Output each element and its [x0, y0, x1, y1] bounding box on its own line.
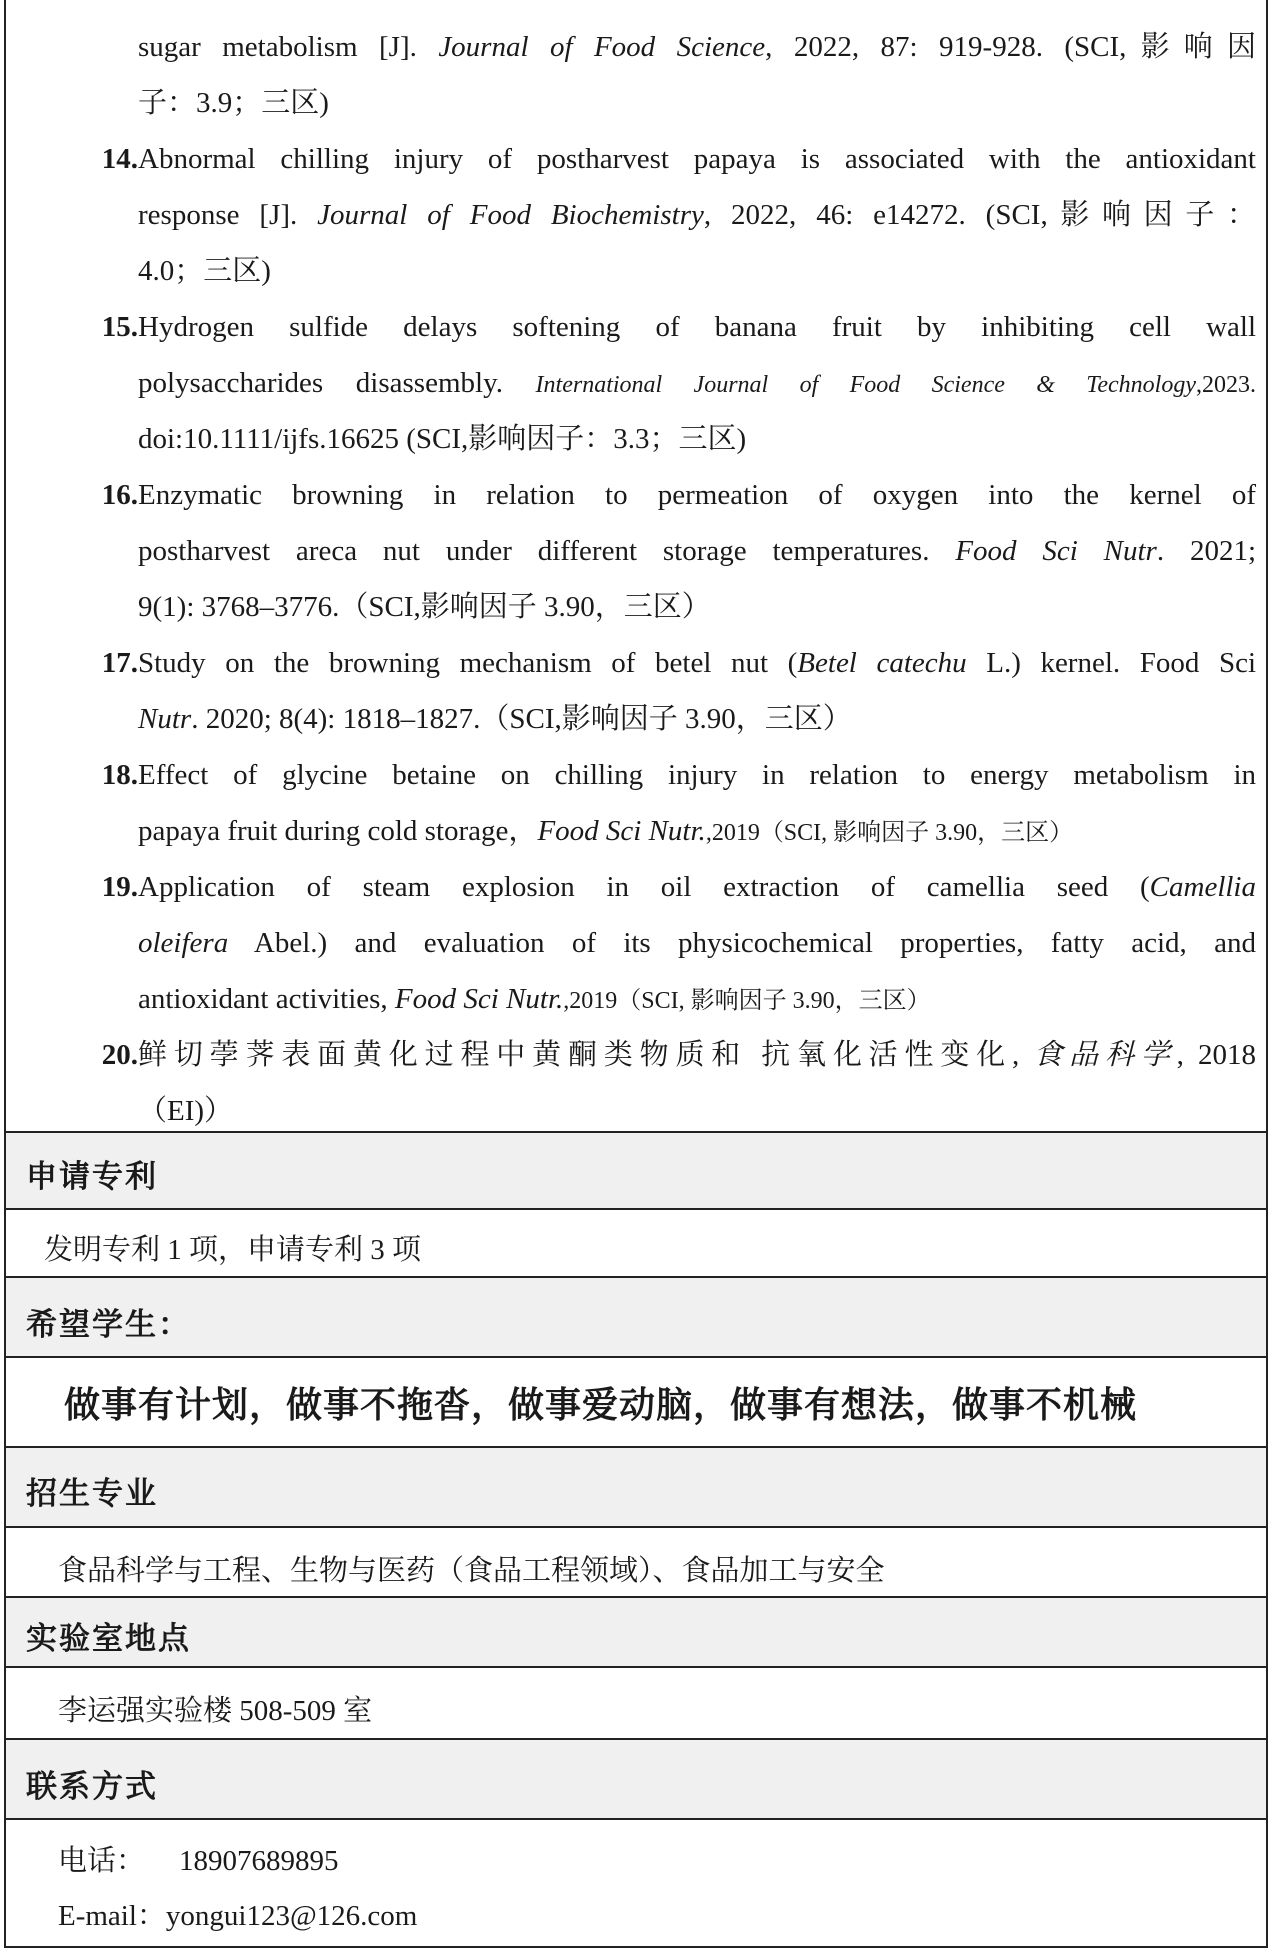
- publication-number: 20.: [101, 1039, 138, 1071]
- publication-line: polysaccharides disassembly. International Journal of Food Science & Technology,2023.: [138, 367, 1257, 399]
- publication-line: papaya fruit during cold storage，Food Sci Nutr.,2019（SCI, 影响因子 3.90，三区）: [138, 815, 1074, 847]
- patent-text: 发明专利 1 项，申请专利 3 项: [44, 1234, 422, 1266]
- divider: [6, 1208, 1266, 1210]
- divider: [6, 1356, 1266, 1358]
- majors-text: 食品科学与工程、生物与医药（食品工程领域）、食品加工与安全: [58, 1555, 885, 1587]
- phone-number: 18907689895: [179, 1845, 339, 1877]
- publication-list: [6, 0, 1266, 1131]
- publication-line: doi:10.1111/ijfs.16625 (SCI,影响因子：3.3；三区): [138, 423, 747, 455]
- publication-line: 9(1): 3768–3776.（SCI,影响因子 3.90，三区）: [138, 591, 711, 623]
- publication-line: Study on the browning mechanism of betel nut (Betel catechu L.) kernel. Food Sci: [138, 647, 1257, 679]
- publication-line: response [J]. Journal of Food Biochemistry, 2022, 46: e14272. (SCI,影响因子：: [138, 199, 1256, 231]
- section-header-band: [6, 1598, 1266, 1666]
- email-address[interactable]: yongui123@126.com: [165, 1900, 418, 1932]
- divider: [6, 1526, 1266, 1528]
- publication-line: 4.0；三区): [138, 255, 271, 287]
- publication-line: Nutr. 2020; 8(4): 1818–1827.（SCI,影响因子 3.90，三区）: [138, 703, 852, 735]
- publication-line: 鲜切荸荠表面黄化过程中黄酮类物质和 抗氧化活性变化, 食品科学, 2018: [138, 1039, 1256, 1071]
- publication-number: 14.: [101, 143, 138, 175]
- publication-line: Effect of glycine betaine on chilling injury in relation to energy metabolism in: [138, 759, 1256, 791]
- student-expectations-text: 做事有计划，做事不拖沓，做事爱动脑，做事有想法，做事不机械: [64, 1385, 1138, 1426]
- document-frame: [4, 0, 1268, 1948]
- publication-line: （EI)）: [138, 1095, 234, 1127]
- publication-line: oleifera Abel.) and evaluation of its physicochemical properties, fatty acid, and: [138, 927, 1256, 959]
- email-row: [58, 1893, 417, 1934]
- publication-line: Application of steam explosion in oil extraction of camellia seed (Camellia: [138, 871, 1256, 903]
- publication-number: 17.: [101, 647, 138, 679]
- publication-line: 子：3.9；三区): [138, 87, 329, 119]
- publication-line: Enzymatic browning in relation to permeation of oxygen into the kernel of: [138, 479, 1256, 511]
- publication-number: 15.: [101, 311, 138, 343]
- section-header-band: [6, 1278, 1266, 1356]
- section-header-band: [6, 1448, 1266, 1526]
- section-header-band: [6, 1133, 1266, 1208]
- publication-number: 16.: [101, 479, 138, 511]
- publication-number: 19.: [101, 871, 138, 903]
- phone-row: [58, 1838, 339, 1879]
- lab-location-text: 李运强实验楼 508-509 室: [58, 1695, 373, 1727]
- section-heading-patent: 申请专利: [26, 1159, 158, 1195]
- email-label: E-mail：: [58, 1900, 166, 1932]
- publication-number: 18.: [101, 759, 138, 791]
- section-heading-majors: 招生专业: [26, 1476, 158, 1512]
- section-header-band: [6, 1740, 1266, 1818]
- divider: [6, 1818, 1266, 1820]
- section-heading-lab: 实验室地点: [26, 1621, 191, 1657]
- phone-label: 电话：: [58, 1845, 146, 1877]
- publication-line: sugar metabolism [J]. Journal of Food Science, 2022, 87: 919-928. (SCI,影响因: [138, 31, 1257, 63]
- publication-line: antioxidant activities, Food Sci Nutr.,2019（SCI, 影响因子 3.90，三区）: [138, 983, 931, 1015]
- publication-line: Hydrogen sulfide delays softening of banana fruit by inhibiting cell wall: [138, 311, 1256, 343]
- divider: [6, 1666, 1266, 1668]
- publication-line: Abnormal chilling injury of postharvest papaya is associated with the antioxidant: [138, 143, 1256, 175]
- section-heading-students: 希望学生：: [26, 1307, 191, 1343]
- publication-line: postharvest areca nut under different storage temperatures. Food Sci Nutr. 2021;: [138, 535, 1256, 567]
- section-heading-contact: 联系方式: [26, 1769, 158, 1805]
